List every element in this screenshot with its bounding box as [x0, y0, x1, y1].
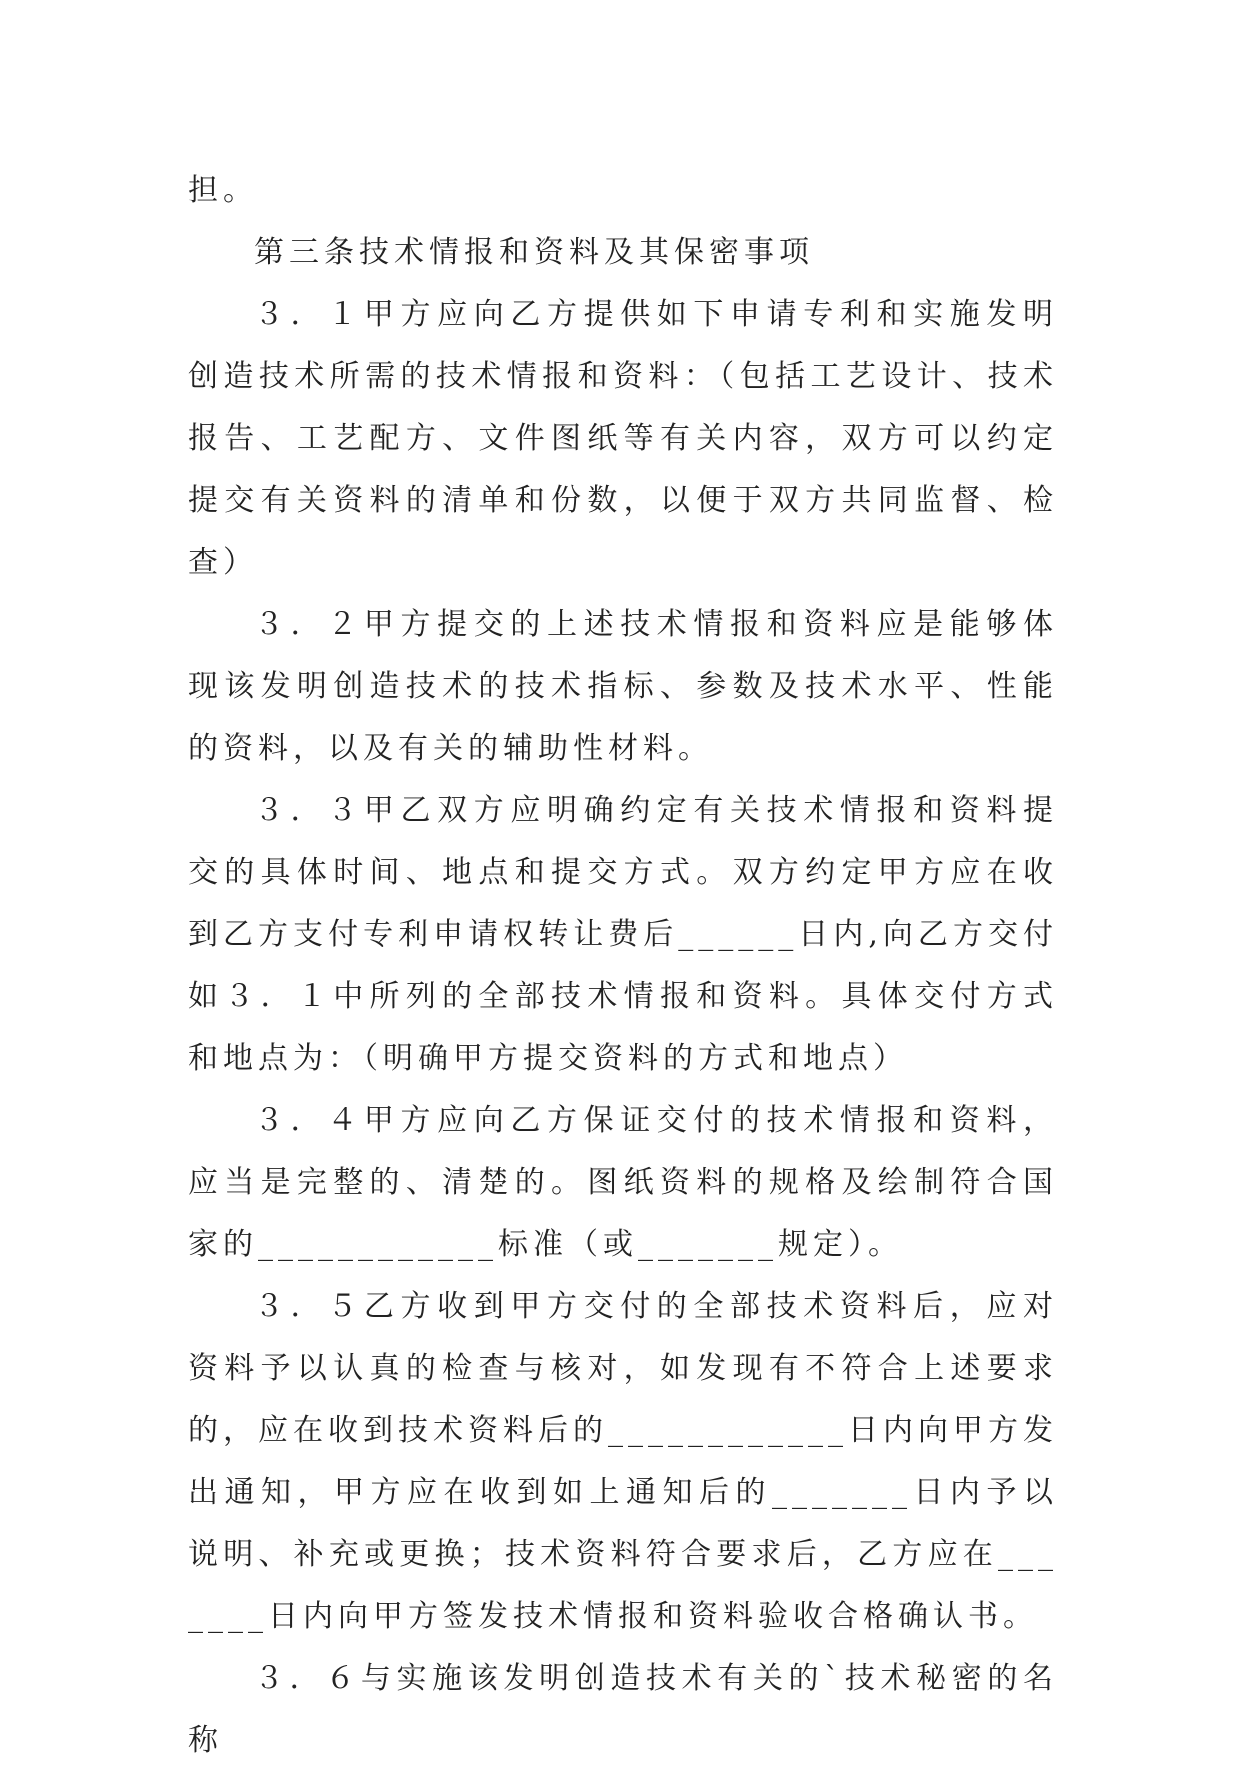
clause-3-1: ３．１甲方应向乙方提供如下申请专利和实施发明创造技术所需的技术情报和资料：（包括工艺设计、技术报告、工艺配方、文件图纸等有关内容，双方可以约定提交有关资料的清单和份数，以便于双方共同监督、检查） — [188, 297, 1058, 580]
document-body — [188, 160, 1058, 1772]
article-three-heading: 第三条技术情报和资料及其保密事项 — [254, 235, 814, 270]
clause-3-6: ３．６与实施该发明创造技术有关的`技术秘密的名称 — [188, 1661, 1058, 1758]
clause-3-2: ３．２甲方提交的上述技术情报和资料应是能够体现该发明创造技术的技术指标、参数及技术水平、性能的资料，以及有关的辅助性材料。 — [188, 607, 1058, 766]
clause-3-5: ３．５乙方收到甲方交付的全部技术资料后，应对资料予以认真的检查与核对，如发现有不符合上述要求的，应在收到技术资料后的____________日内向甲方发出通知，甲方应在收到如上通知后的_______日内予以说明、补充或更换；技术资料符合要求后，乙方应在_______日内向甲方签发技术情报和资料验收合格确认书。 — [188, 1289, 1058, 1634]
paragraph-continuation: 担。 — [188, 173, 258, 208]
clause-3-4: ３．４甲方应向乙方保证交付的技术情报和资料，应当是完整的、清楚的。图纸资料的规格及绘制符合国家的____________标准（或_______规定）。 — [188, 1103, 1058, 1262]
clause-3-3: ３．３甲乙双方应明确约定有关技术情报和资料提交的具体时间、地点和提交方式。双方约定甲方应在收到乙方支付专利申请权转让费后______日内,向乙方交付如３．１中所列的全部技术情报和资料。具体交付方式和地点为：（明确甲方提交资料的方式和地点） — [188, 793, 1058, 1076]
